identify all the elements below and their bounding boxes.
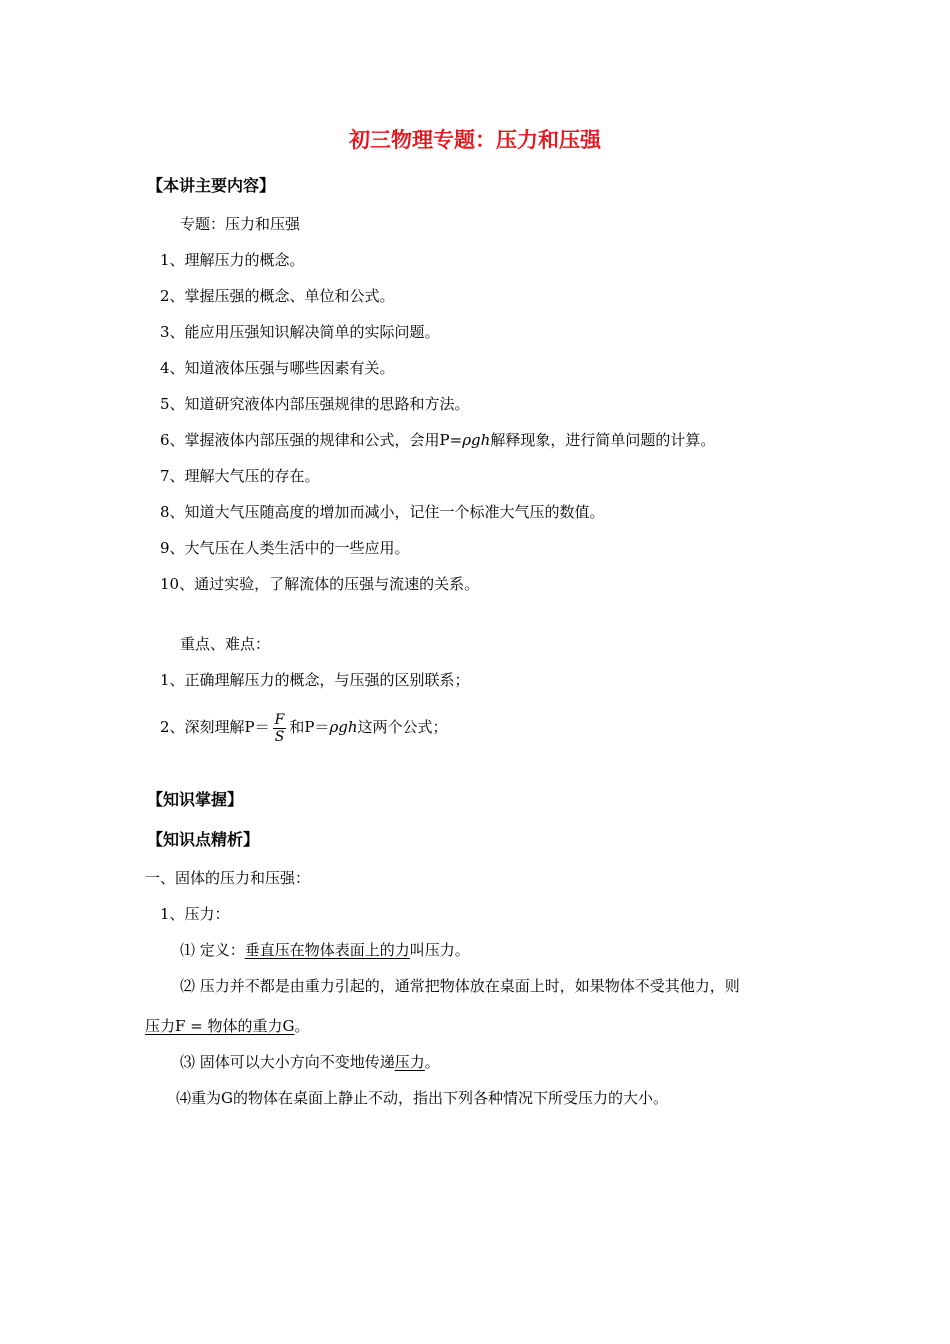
topic-label: 专题：压力和压强	[180, 215, 301, 233]
objective-item: 5、知道研究液体内部压强规律的思路和方法。	[160, 395, 470, 413]
fraction-denominator: S	[274, 728, 285, 745]
objective-item: 7、理解大气压的存在。	[160, 467, 320, 485]
fraction-f-over-s	[273, 712, 287, 745]
section-heading-knowledge: 【知识掌握】	[147, 790, 244, 809]
part-heading-solid-pressure: 一、固体的压力和压强：	[145, 869, 311, 887]
objective-text: 解释现象，进行简单问题的计算。	[490, 431, 716, 449]
point-2-underlined-g: G	[282, 1017, 295, 1035]
item-heading-pressure: 1、压力：	[160, 905, 230, 923]
definition-underlined: 垂直压在物体表面上的力	[244, 941, 410, 959]
point-3-underlined: 压力	[394, 1053, 425, 1071]
point-2-underlined: 压力F = 物体的重力	[145, 1017, 283, 1035]
page-title: 初三物理专题：压力和压强	[349, 128, 601, 152]
formula-rho-g-h: ρgh	[329, 718, 358, 736]
objective-item: 3、能应用压强知识解决简单的实际问题。	[160, 323, 440, 341]
definition-line	[180, 940, 470, 960]
point-2-line-1: ⑵ 压力并不都是由重力引起的，通常把物体放在桌面上时，如果物体不受其他力，则	[180, 977, 740, 995]
formula-rho-g-h: ρgh	[462, 431, 491, 449]
section-heading-knowledge-points: 【知识点精析】	[147, 830, 260, 849]
key-point-text: 和P＝	[289, 718, 330, 736]
definition-prefix: ⑴ 定义：	[180, 941, 245, 959]
key-point-item: 1、正确理解压力的概念，与压强的区别联系；	[160, 671, 470, 689]
key-point-text: 2、深刻理解P＝	[160, 718, 270, 736]
point-2-suffix: 。	[294, 1017, 310, 1035]
key-point-item	[160, 708, 448, 746]
point-3-suffix: 。	[424, 1053, 440, 1071]
objective-item: 4、知道液体压强与哪些因素有关。	[160, 359, 395, 377]
point-3-line	[180, 1052, 440, 1072]
key-point-text: 这两个公式；	[357, 718, 448, 736]
point-4-line: ⑷重为G的物体在桌面上静止不动，指出下列各种情况下所受压力的大小。	[176, 1089, 668, 1107]
objective-item: 2、掌握压强的概念、单位和公式。	[160, 287, 395, 305]
objective-item: 8、知道大气压随高度的增加而减小，记住一个标准大气压的数值。	[160, 503, 605, 521]
objective-item	[160, 430, 715, 450]
section-heading-main-content: 【本讲主要内容】	[147, 176, 276, 195]
objective-item: 10、通过实验，了解流体的压强与流速的关系。	[160, 575, 480, 593]
objective-item: 1、理解压力的概念。	[160, 251, 305, 269]
point-3-prefix: ⑶ 固体可以大小方向不变地传递	[180, 1053, 395, 1071]
key-points-label: 重点、难点：	[180, 635, 271, 653]
point-2-line-2	[145, 1016, 310, 1036]
fraction-numerator: F	[274, 711, 285, 728]
objective-item: 9、大气压在人类生活中的一些应用。	[160, 539, 410, 557]
objective-text: 6、掌握液体内部压强的规律和公式，会用P=	[160, 431, 463, 449]
definition-suffix: 叫压力。	[409, 941, 470, 959]
